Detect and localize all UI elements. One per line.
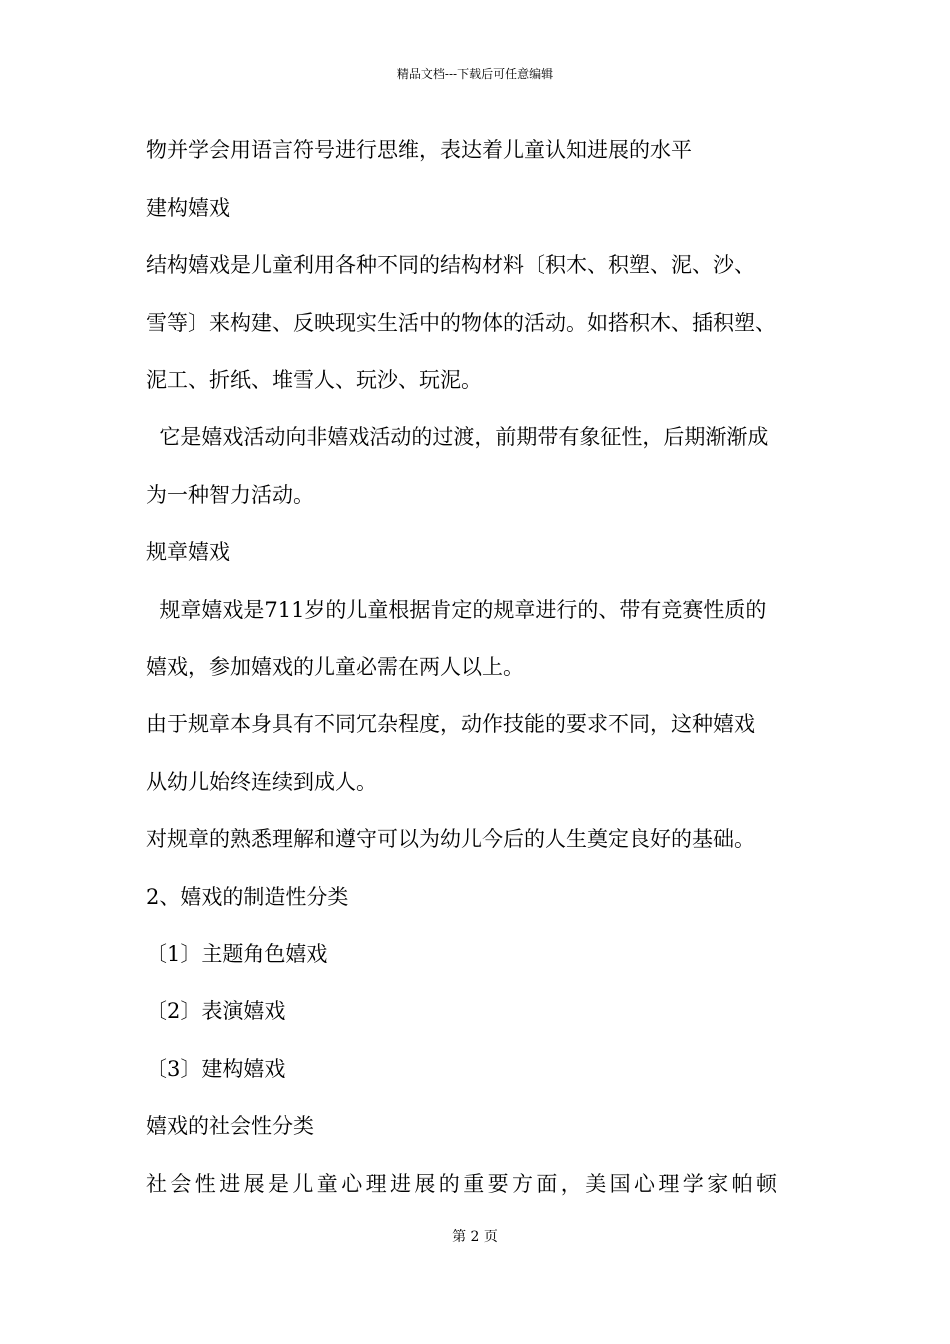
list-item: 〔1〕主题角色嬉戏 bbox=[146, 942, 328, 966]
section-heading: 嬉戏的社会性分类 bbox=[146, 1114, 314, 1138]
body-line: 由于规章本身具有不同冗杂程度，动作技能的要求不同，这种嬉戏 bbox=[146, 712, 755, 736]
body-line: 结构嬉戏是儿童利用各种不同的结构材料〔积木、积塑、泥、沙、 bbox=[146, 253, 755, 277]
body-line: 泥工、折纸、堆雪人、玩沙、玩泥。 bbox=[146, 368, 482, 392]
body-line: 规章嬉戏是711岁的儿童根据肯定的规章进行的、带有竞赛性质的 bbox=[146, 598, 767, 622]
list-item: 〔2〕表演嬉戏 bbox=[146, 999, 286, 1023]
page-number: 第 2 页 bbox=[452, 1229, 498, 1245]
section-heading: 2、嬉戏的制造性分类 bbox=[146, 885, 349, 909]
body-line: 嬉戏，参加嬉戏的儿童必需在两人以上。 bbox=[146, 655, 524, 679]
body-line: 它是嬉戏活动向非嬉戏活动的过渡，前期带有象征性，后期渐渐成 bbox=[146, 425, 769, 449]
section-heading: 规章嬉戏 bbox=[146, 540, 230, 564]
list-item: 〔3〕建构嬉戏 bbox=[146, 1057, 286, 1081]
page-header: 精品文档---下载后可任意编辑 bbox=[396, 67, 554, 81]
body-line: 为一种智力活动。 bbox=[146, 483, 314, 507]
body-line: 对规章的熟悉理解和遵守可以为幼儿今后的人生奠定良好的基础。 bbox=[146, 827, 755, 851]
body-line: 雪等〕来构建、反映现实生活中的物体的活动。如搭积木、插积塑、 bbox=[146, 311, 776, 335]
body-line: 从幼儿始终连续到成人。 bbox=[146, 770, 377, 794]
section-heading: 建构嬉戏 bbox=[146, 196, 230, 220]
body-line: 物并学会用语言符号进行思维，表达着儿童认知进展的水平 bbox=[146, 138, 692, 162]
body-line: 社会性进展是儿童心理进展的重要方面，美国心理学家帕顿 bbox=[146, 1172, 781, 1196]
